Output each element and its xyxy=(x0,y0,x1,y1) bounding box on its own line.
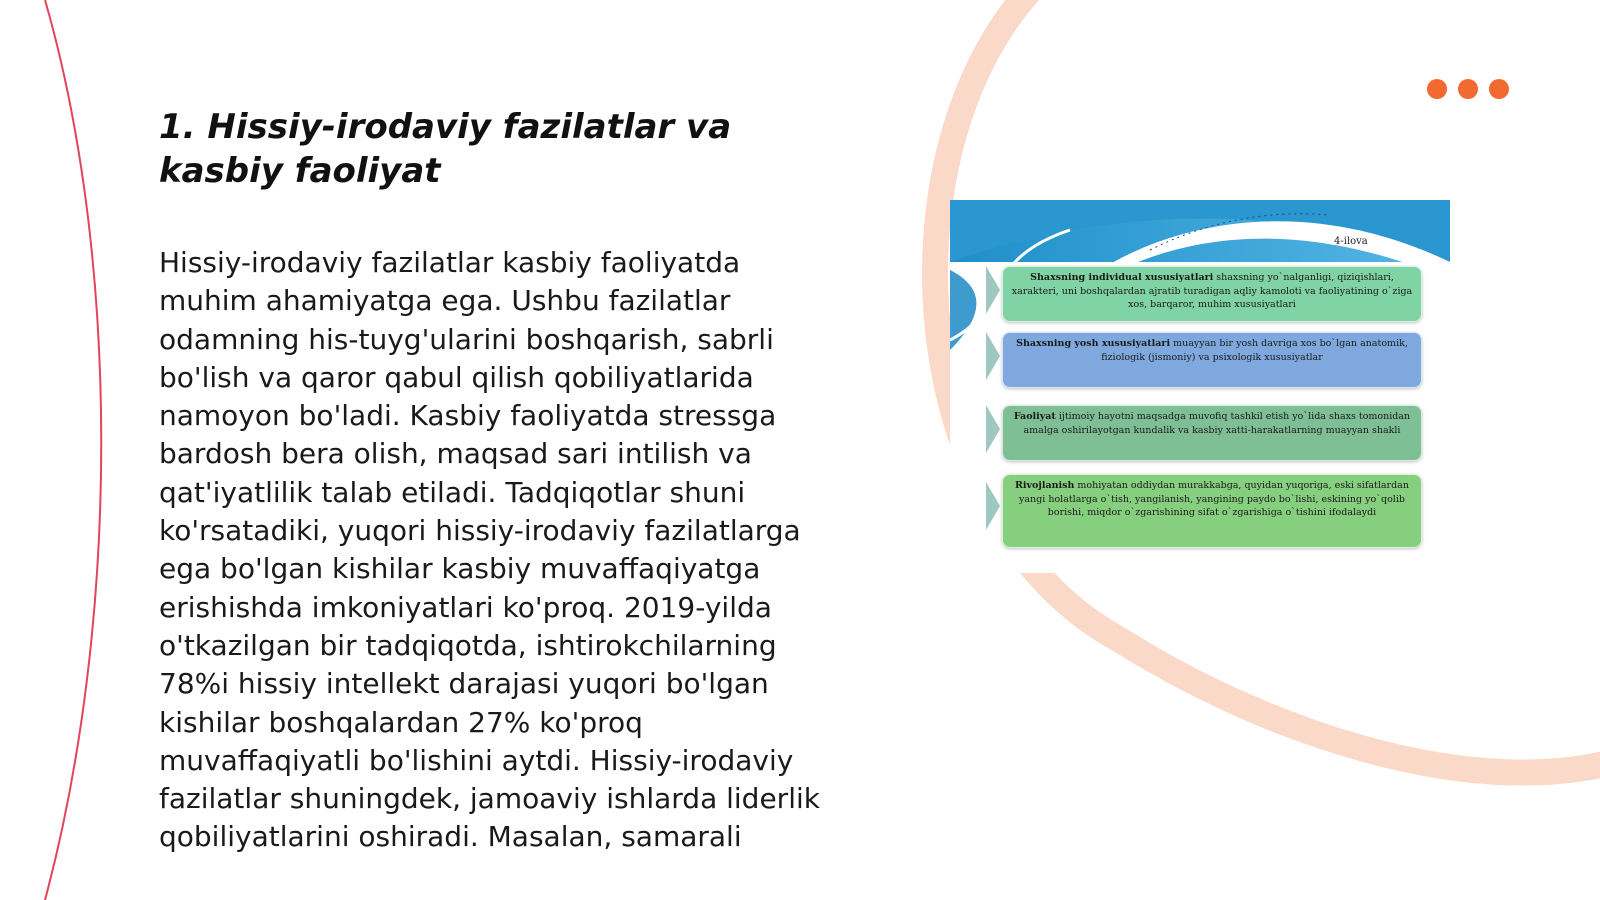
diagram-figure xyxy=(950,200,1450,573)
dot-icon xyxy=(1458,79,1478,99)
box-text: ijtimoiy hayotni maqsadga muvofiq tashkil etish yo`lida shaxs tomonidan amalga oshirilayotgan kundalik va kasbiy xatti-harakatlarning muayyan shakli xyxy=(1023,411,1411,436)
diagram-box-age xyxy=(1002,332,1422,388)
diagram-box-activity xyxy=(1002,405,1422,461)
left-edge-curve xyxy=(45,0,101,900)
box-term: Rivojlanish xyxy=(1015,480,1075,491)
box-term: Shaxsning yosh xususiyatlari xyxy=(1016,338,1171,349)
dot-icon xyxy=(1427,79,1447,99)
diagram-box-development xyxy=(1002,474,1422,548)
arrow-icon xyxy=(986,482,1000,530)
box-text: muayyan bir yosh davriga xos bo`lgan anatomik, fiziologik (jismoniy) va psixologik xususiyatlar xyxy=(1101,338,1408,363)
diagram-box-individual xyxy=(1002,266,1422,322)
menu-dots xyxy=(1427,79,1509,99)
box-text: mohiyatan oddiydan murakkabga, quyidan yuqoriga, eski sifatlardan yangi holatlarga o`tish, yangilanish, yangining paydo bo`lishi, eskining yo`qolib borishi, miqdor o`zgarishining sifat o`zgarishiga o`tishini ifodalaydi xyxy=(1019,480,1409,518)
box-term: Shaxsning individual xususiyatlari xyxy=(1030,272,1214,283)
arrow-icon xyxy=(986,332,1000,380)
slide-title: 1. Hissiy-irodaviy fazilatlar va kasbiy faoliyat xyxy=(159,107,732,191)
slide-paragraph: Hissiy-irodaviy fazilatlar kasbiy faoliyatda muhim ahamiyatga ega. Ushbu fazilatlar odamning his-tuyg'ularini boshqarish, sabrli bo'lish va qaror qabul qilish qobiliyatlarida namoyon bo'ladi. Kasbiy faoliyatda stressga bardosh bera olish, maqsad sari intilish va qat'iyatlilik talab etiladi. Tadqiqotlar shuni ko'rsatadiki, yuqori hissiy-irodaviy fazilatlarga ega bo'lgan kishilar kasbiy muvaffaqiyatga erishishda imkoniyatlari ko'proq. 2019-yilda o'tkazilgan bir tadqiqotda, ishtirokchilarning 78%i hissiy intellekt darajasi yuqori bo'lgan kishilar boshqalardan 27% ko'proq muvaffaqiyatli bo'lishini aytdi. Hissiy-irodaviy fazilatlar shuningdek, jamoaviy ishlarda liderlik qobiliyatlarini oshiradi. Masalan, samarali xyxy=(159,246,820,854)
arrow-icon xyxy=(986,266,1000,314)
figure-label: 4-ilova xyxy=(1334,236,1368,247)
box-term: Faoliyat xyxy=(1013,411,1056,422)
box-text: shaxsning yo`nalganligi, qiziqishlari, xarakteri, uni boshqalardan ajratib turadigan aqliy kamoloti va faoliyatining o`ziga xos, barqaror, muhim xususiyatlari xyxy=(1011,272,1413,310)
arrow-icon xyxy=(986,405,1000,453)
dot-icon xyxy=(1489,79,1509,99)
